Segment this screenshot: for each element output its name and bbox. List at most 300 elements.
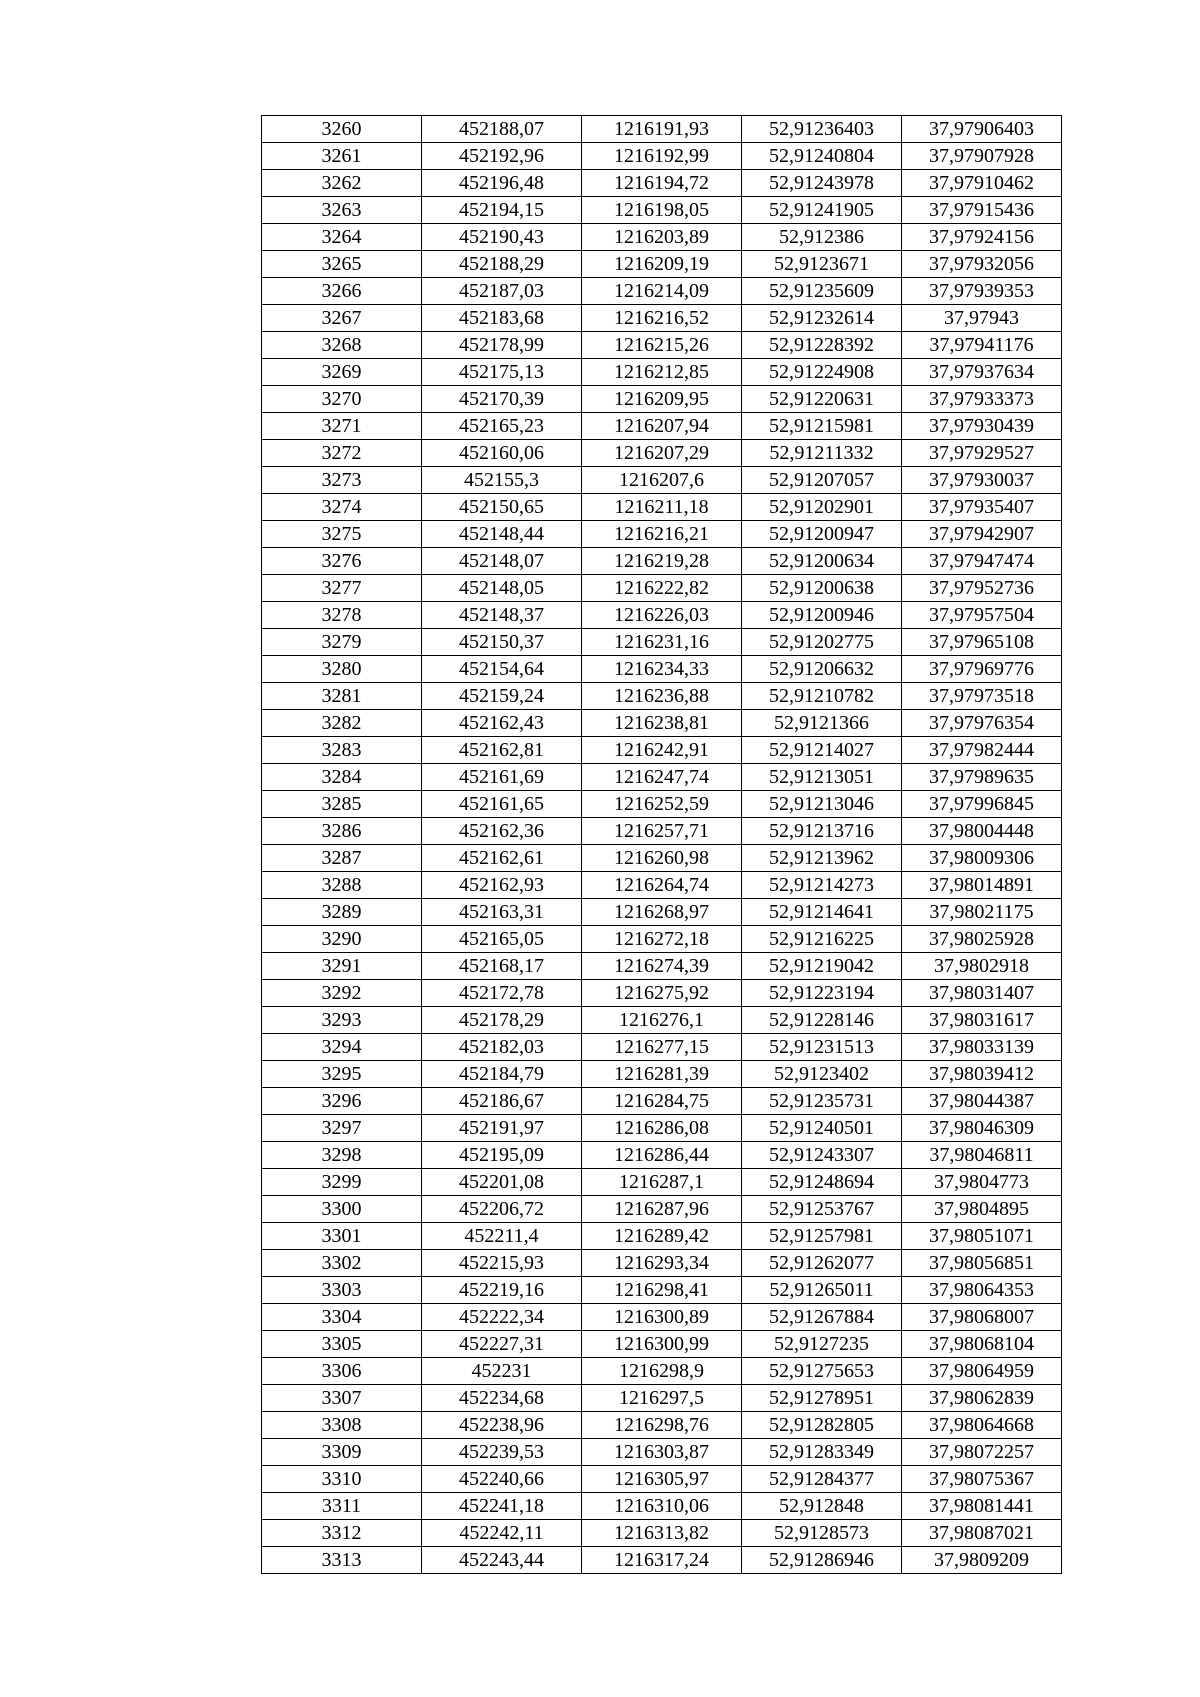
latitude-cell: 52,91253767 — [742, 1196, 902, 1223]
point-number-cell: 3264 — [262, 224, 422, 251]
table-row — [262, 1331, 1062, 1358]
x-coordinate-cell: 452231 — [422, 1358, 582, 1385]
point-number-cell: 3299 — [262, 1169, 422, 1196]
point-number-cell: 3276 — [262, 548, 422, 575]
longitude-cell: 37,98068104 — [902, 1331, 1062, 1358]
point-number-cell: 3275 — [262, 521, 422, 548]
longitude-cell: 37,97906403 — [902, 116, 1062, 143]
table-row — [262, 467, 1062, 494]
latitude-cell: 52,91228392 — [742, 332, 902, 359]
table-row — [262, 1088, 1062, 1115]
y-coordinate-cell: 1216198,05 — [582, 197, 742, 224]
x-coordinate-cell: 452194,15 — [422, 197, 582, 224]
table-row — [262, 926, 1062, 953]
x-coordinate-cell: 452170,39 — [422, 386, 582, 413]
latitude-cell: 52,91200634 — [742, 548, 902, 575]
table-row — [262, 440, 1062, 467]
x-coordinate-cell: 452240,66 — [422, 1466, 582, 1493]
point-number-cell: 3280 — [262, 656, 422, 683]
point-number-cell: 3262 — [262, 170, 422, 197]
table-row — [262, 1142, 1062, 1169]
latitude-cell: 52,91200638 — [742, 575, 902, 602]
latitude-cell: 52,91200947 — [742, 521, 902, 548]
longitude-cell: 37,97941176 — [902, 332, 1062, 359]
point-number-cell: 3312 — [262, 1520, 422, 1547]
x-coordinate-cell: 452165,23 — [422, 413, 582, 440]
x-coordinate-cell: 452201,08 — [422, 1169, 582, 1196]
table-row — [262, 602, 1062, 629]
table-row — [262, 791, 1062, 818]
y-coordinate-cell: 1216275,92 — [582, 980, 742, 1007]
x-coordinate-cell: 452222,34 — [422, 1304, 582, 1331]
point-number-cell: 3277 — [262, 575, 422, 602]
table-row — [262, 764, 1062, 791]
point-number-cell: 3298 — [262, 1142, 422, 1169]
longitude-cell: 37,97989635 — [902, 764, 1062, 791]
latitude-cell: 52,91214273 — [742, 872, 902, 899]
y-coordinate-cell: 1216219,28 — [582, 548, 742, 575]
point-number-cell: 3296 — [262, 1088, 422, 1115]
y-coordinate-cell: 1216287,96 — [582, 1196, 742, 1223]
point-number-cell: 3292 — [262, 980, 422, 1007]
coordinates-table-body — [262, 116, 1062, 1574]
longitude-cell: 37,97915436 — [902, 197, 1062, 224]
longitude-cell: 37,97982444 — [902, 737, 1062, 764]
table-row — [262, 494, 1062, 521]
latitude-cell: 52,9127235 — [742, 1331, 902, 1358]
table-row — [262, 278, 1062, 305]
latitude-cell: 52,91215981 — [742, 413, 902, 440]
latitude-cell: 52,91228146 — [742, 1007, 902, 1034]
x-coordinate-cell: 452219,16 — [422, 1277, 582, 1304]
longitude-cell: 37,98051071 — [902, 1223, 1062, 1250]
longitude-cell: 37,98009306 — [902, 845, 1062, 872]
point-number-cell: 3267 — [262, 305, 422, 332]
latitude-cell: 52,91210782 — [742, 683, 902, 710]
y-coordinate-cell: 1216207,6 — [582, 467, 742, 494]
y-coordinate-cell: 1216207,94 — [582, 413, 742, 440]
point-number-cell: 3278 — [262, 602, 422, 629]
point-number-cell: 3271 — [262, 413, 422, 440]
y-coordinate-cell: 1216236,88 — [582, 683, 742, 710]
point-number-cell: 3260 — [262, 116, 422, 143]
x-coordinate-cell: 452168,17 — [422, 953, 582, 980]
latitude-cell: 52,9123671 — [742, 251, 902, 278]
table-row — [262, 197, 1062, 224]
latitude-cell: 52,91213962 — [742, 845, 902, 872]
longitude-cell: 37,97935407 — [902, 494, 1062, 521]
point-number-cell: 3297 — [262, 1115, 422, 1142]
longitude-cell: 37,97996845 — [902, 791, 1062, 818]
y-coordinate-cell: 1216234,33 — [582, 656, 742, 683]
latitude-cell: 52,91278951 — [742, 1385, 902, 1412]
longitude-cell: 37,98064668 — [902, 1412, 1062, 1439]
latitude-cell: 52,91240804 — [742, 143, 902, 170]
x-coordinate-cell: 452178,29 — [422, 1007, 582, 1034]
longitude-cell: 37,98081441 — [902, 1493, 1062, 1520]
longitude-cell: 37,97939353 — [902, 278, 1062, 305]
latitude-cell: 52,9128573 — [742, 1520, 902, 1547]
x-coordinate-cell: 452162,36 — [422, 818, 582, 845]
x-coordinate-cell: 452162,43 — [422, 710, 582, 737]
table-row — [262, 170, 1062, 197]
latitude-cell: 52,91243307 — [742, 1142, 902, 1169]
table-row — [262, 629, 1062, 656]
latitude-cell: 52,9123402 — [742, 1061, 902, 1088]
point-number-cell: 3310 — [262, 1466, 422, 1493]
point-number-cell: 3279 — [262, 629, 422, 656]
table-row — [262, 1412, 1062, 1439]
point-number-cell: 3309 — [262, 1439, 422, 1466]
table-row — [262, 305, 1062, 332]
y-coordinate-cell: 1216252,59 — [582, 791, 742, 818]
x-coordinate-cell: 452187,03 — [422, 278, 582, 305]
x-coordinate-cell: 452188,07 — [422, 116, 582, 143]
table-row — [262, 1358, 1062, 1385]
longitude-cell: 37,98004448 — [902, 818, 1062, 845]
point-number-cell: 3266 — [262, 278, 422, 305]
longitude-cell: 37,98056851 — [902, 1250, 1062, 1277]
point-number-cell: 3302 — [262, 1250, 422, 1277]
longitude-cell: 37,98031617 — [902, 1007, 1062, 1034]
x-coordinate-cell: 452239,53 — [422, 1439, 582, 1466]
latitude-cell: 52,91219042 — [742, 953, 902, 980]
point-number-cell: 3263 — [262, 197, 422, 224]
latitude-cell: 52,91286946 — [742, 1547, 902, 1574]
longitude-cell: 37,98025928 — [902, 926, 1062, 953]
table-row — [262, 1547, 1062, 1574]
point-number-cell: 3301 — [262, 1223, 422, 1250]
y-coordinate-cell: 1216305,97 — [582, 1466, 742, 1493]
y-coordinate-cell: 1216212,85 — [582, 359, 742, 386]
point-number-cell: 3282 — [262, 710, 422, 737]
x-coordinate-cell: 452161,69 — [422, 764, 582, 791]
y-coordinate-cell: 1216297,5 — [582, 1385, 742, 1412]
x-coordinate-cell: 452191,97 — [422, 1115, 582, 1142]
table-row — [262, 1034, 1062, 1061]
table-row — [262, 548, 1062, 575]
latitude-cell: 52,91200946 — [742, 602, 902, 629]
point-number-cell: 3313 — [262, 1547, 422, 1574]
table-row — [262, 1439, 1062, 1466]
point-number-cell: 3286 — [262, 818, 422, 845]
x-coordinate-cell: 452165,05 — [422, 926, 582, 953]
x-coordinate-cell: 452182,03 — [422, 1034, 582, 1061]
longitude-cell: 37,9804773 — [902, 1169, 1062, 1196]
x-coordinate-cell: 452243,44 — [422, 1547, 582, 1574]
latitude-cell: 52,9121366 — [742, 710, 902, 737]
y-coordinate-cell: 1216203,89 — [582, 224, 742, 251]
x-coordinate-cell: 452190,43 — [422, 224, 582, 251]
table-row — [262, 413, 1062, 440]
table-row — [262, 1196, 1062, 1223]
point-number-cell: 3307 — [262, 1385, 422, 1412]
table-row — [262, 683, 1062, 710]
latitude-cell: 52,91240501 — [742, 1115, 902, 1142]
x-coordinate-cell: 452148,07 — [422, 548, 582, 575]
x-coordinate-cell: 452238,96 — [422, 1412, 582, 1439]
table-row — [262, 224, 1062, 251]
longitude-cell: 37,98068007 — [902, 1304, 1062, 1331]
point-number-cell: 3283 — [262, 737, 422, 764]
x-coordinate-cell: 452178,99 — [422, 332, 582, 359]
longitude-cell: 37,98064959 — [902, 1358, 1062, 1385]
table-row — [262, 116, 1062, 143]
y-coordinate-cell: 1216191,93 — [582, 116, 742, 143]
x-coordinate-cell: 452215,93 — [422, 1250, 582, 1277]
table-row — [262, 953, 1062, 980]
x-coordinate-cell: 452192,96 — [422, 143, 582, 170]
x-coordinate-cell: 452196,48 — [422, 170, 582, 197]
y-coordinate-cell: 1216289,42 — [582, 1223, 742, 1250]
longitude-cell: 37,97937634 — [902, 359, 1062, 386]
x-coordinate-cell: 452242,11 — [422, 1520, 582, 1547]
latitude-cell: 52,91213046 — [742, 791, 902, 818]
latitude-cell: 52,91224908 — [742, 359, 902, 386]
latitude-cell: 52,91257981 — [742, 1223, 902, 1250]
latitude-cell: 52,91262077 — [742, 1250, 902, 1277]
longitude-cell: 37,97910462 — [902, 170, 1062, 197]
longitude-cell: 37,97932056 — [902, 251, 1062, 278]
table-row — [262, 386, 1062, 413]
latitude-cell: 52,91283349 — [742, 1439, 902, 1466]
longitude-cell: 37,98039412 — [902, 1061, 1062, 1088]
point-number-cell: 3295 — [262, 1061, 422, 1088]
y-coordinate-cell: 1216192,99 — [582, 143, 742, 170]
x-coordinate-cell: 452183,68 — [422, 305, 582, 332]
point-number-cell: 3303 — [262, 1277, 422, 1304]
longitude-cell: 37,97976354 — [902, 710, 1062, 737]
point-number-cell: 3300 — [262, 1196, 422, 1223]
longitude-cell: 37,97942907 — [902, 521, 1062, 548]
y-coordinate-cell: 1216298,41 — [582, 1277, 742, 1304]
latitude-cell: 52,91248694 — [742, 1169, 902, 1196]
latitude-cell: 52,91202775 — [742, 629, 902, 656]
longitude-cell: 37,98072257 — [902, 1439, 1062, 1466]
y-coordinate-cell: 1216226,03 — [582, 602, 742, 629]
point-number-cell: 3293 — [262, 1007, 422, 1034]
y-coordinate-cell: 1216242,91 — [582, 737, 742, 764]
x-coordinate-cell: 452211,4 — [422, 1223, 582, 1250]
longitude-cell: 37,9804895 — [902, 1196, 1062, 1223]
y-coordinate-cell: 1216231,16 — [582, 629, 742, 656]
latitude-cell: 52,91282805 — [742, 1412, 902, 1439]
y-coordinate-cell: 1216194,72 — [582, 170, 742, 197]
point-number-cell: 3274 — [262, 494, 422, 521]
x-coordinate-cell: 452188,29 — [422, 251, 582, 278]
x-coordinate-cell: 452184,79 — [422, 1061, 582, 1088]
y-coordinate-cell: 1216260,98 — [582, 845, 742, 872]
latitude-cell: 52,912386 — [742, 224, 902, 251]
point-number-cell: 3273 — [262, 467, 422, 494]
longitude-cell: 37,97907928 — [902, 143, 1062, 170]
y-coordinate-cell: 1216214,09 — [582, 278, 742, 305]
latitude-cell: 52,91275653 — [742, 1358, 902, 1385]
y-coordinate-cell: 1216209,95 — [582, 386, 742, 413]
point-number-cell: 3291 — [262, 953, 422, 980]
latitude-cell: 52,91216225 — [742, 926, 902, 953]
latitude-cell: 52,91223194 — [742, 980, 902, 1007]
table-row — [262, 1520, 1062, 1547]
y-coordinate-cell: 1216286,44 — [582, 1142, 742, 1169]
table-row — [262, 521, 1062, 548]
table-row — [262, 1169, 1062, 1196]
longitude-cell: 37,9802918 — [902, 953, 1062, 980]
x-coordinate-cell: 452175,13 — [422, 359, 582, 386]
longitude-cell: 37,97952736 — [902, 575, 1062, 602]
x-coordinate-cell: 452172,78 — [422, 980, 582, 1007]
longitude-cell: 37,98021175 — [902, 899, 1062, 926]
y-coordinate-cell: 1216238,81 — [582, 710, 742, 737]
longitude-cell: 37,98046811 — [902, 1142, 1062, 1169]
latitude-cell: 52,91241905 — [742, 197, 902, 224]
point-number-cell: 3268 — [262, 332, 422, 359]
longitude-cell: 37,9809209 — [902, 1547, 1062, 1574]
x-coordinate-cell: 452227,31 — [422, 1331, 582, 1358]
table-row — [262, 1385, 1062, 1412]
point-number-cell: 3270 — [262, 386, 422, 413]
point-number-cell: 3265 — [262, 251, 422, 278]
latitude-cell: 52,91284377 — [742, 1466, 902, 1493]
x-coordinate-cell: 452148,44 — [422, 521, 582, 548]
table-row — [262, 1223, 1062, 1250]
longitude-cell: 37,98064353 — [902, 1277, 1062, 1304]
x-coordinate-cell: 452195,09 — [422, 1142, 582, 1169]
latitude-cell: 52,91235609 — [742, 278, 902, 305]
y-coordinate-cell: 1216310,06 — [582, 1493, 742, 1520]
y-coordinate-cell: 1216264,74 — [582, 872, 742, 899]
longitude-cell: 37,97924156 — [902, 224, 1062, 251]
table-row — [262, 143, 1062, 170]
y-coordinate-cell: 1216216,21 — [582, 521, 742, 548]
longitude-cell: 37,98014891 — [902, 872, 1062, 899]
table-row — [262, 1061, 1062, 1088]
point-number-cell: 3284 — [262, 764, 422, 791]
longitude-cell: 37,98044387 — [902, 1088, 1062, 1115]
x-coordinate-cell: 452154,64 — [422, 656, 582, 683]
latitude-cell: 52,91236403 — [742, 116, 902, 143]
point-number-cell: 3285 — [262, 791, 422, 818]
latitude-cell: 52,91202901 — [742, 494, 902, 521]
table-row — [262, 359, 1062, 386]
latitude-cell: 52,91207057 — [742, 467, 902, 494]
y-coordinate-cell: 1216281,39 — [582, 1061, 742, 1088]
x-coordinate-cell: 452161,65 — [422, 791, 582, 818]
latitude-cell: 52,91211332 — [742, 440, 902, 467]
table-row — [262, 1493, 1062, 1520]
table-row — [262, 845, 1062, 872]
y-coordinate-cell: 1216317,24 — [582, 1547, 742, 1574]
table-row — [262, 1304, 1062, 1331]
longitude-cell: 37,98046309 — [902, 1115, 1062, 1142]
table-row — [262, 332, 1062, 359]
latitude-cell: 52,91213716 — [742, 818, 902, 845]
x-coordinate-cell: 452162,61 — [422, 845, 582, 872]
point-number-cell: 3290 — [262, 926, 422, 953]
y-coordinate-cell: 1216303,87 — [582, 1439, 742, 1466]
x-coordinate-cell: 452206,72 — [422, 1196, 582, 1223]
latitude-cell: 52,91214641 — [742, 899, 902, 926]
table-row — [262, 737, 1062, 764]
longitude-cell: 37,97957504 — [902, 602, 1062, 629]
point-number-cell: 3304 — [262, 1304, 422, 1331]
longitude-cell: 37,97929527 — [902, 440, 1062, 467]
latitude-cell: 52,91265011 — [742, 1277, 902, 1304]
y-coordinate-cell: 1216300,99 — [582, 1331, 742, 1358]
table-row — [262, 1007, 1062, 1034]
latitude-cell: 52,91213051 — [742, 764, 902, 791]
x-coordinate-cell: 452162,81 — [422, 737, 582, 764]
x-coordinate-cell: 452148,37 — [422, 602, 582, 629]
latitude-cell: 52,91243978 — [742, 170, 902, 197]
y-coordinate-cell: 1216293,34 — [582, 1250, 742, 1277]
table-row — [262, 818, 1062, 845]
y-coordinate-cell: 1216276,1 — [582, 1007, 742, 1034]
longitude-cell: 37,98031407 — [902, 980, 1062, 1007]
y-coordinate-cell: 1216211,18 — [582, 494, 742, 521]
y-coordinate-cell: 1216247,74 — [582, 764, 742, 791]
longitude-cell: 37,97933373 — [902, 386, 1062, 413]
longitude-cell: 37,97969776 — [902, 656, 1062, 683]
latitude-cell: 52,91231513 — [742, 1034, 902, 1061]
y-coordinate-cell: 1216300,89 — [582, 1304, 742, 1331]
y-coordinate-cell: 1216216,52 — [582, 305, 742, 332]
latitude-cell: 52,91214027 — [742, 737, 902, 764]
x-coordinate-cell: 452150,65 — [422, 494, 582, 521]
longitude-cell: 37,98033139 — [902, 1034, 1062, 1061]
y-coordinate-cell: 1216268,97 — [582, 899, 742, 926]
point-number-cell: 3288 — [262, 872, 422, 899]
table-row — [262, 1466, 1062, 1493]
point-number-cell: 3311 — [262, 1493, 422, 1520]
y-coordinate-cell: 1216272,18 — [582, 926, 742, 953]
latitude-cell: 52,91267884 — [742, 1304, 902, 1331]
longitude-cell: 37,98087021 — [902, 1520, 1062, 1547]
longitude-cell: 37,97947474 — [902, 548, 1062, 575]
y-coordinate-cell: 1216284,75 — [582, 1088, 742, 1115]
y-coordinate-cell: 1216298,76 — [582, 1412, 742, 1439]
table-row — [262, 872, 1062, 899]
table-row — [262, 656, 1062, 683]
point-number-cell: 3261 — [262, 143, 422, 170]
x-coordinate-cell: 452234,68 — [422, 1385, 582, 1412]
latitude-cell: 52,91220631 — [742, 386, 902, 413]
x-coordinate-cell: 452160,06 — [422, 440, 582, 467]
latitude-cell: 52,91235731 — [742, 1088, 902, 1115]
y-coordinate-cell: 1216286,08 — [582, 1115, 742, 1142]
latitude-cell: 52,91206632 — [742, 656, 902, 683]
table-row — [262, 1115, 1062, 1142]
table-row — [262, 980, 1062, 1007]
point-number-cell: 3306 — [262, 1358, 422, 1385]
table-row — [262, 1250, 1062, 1277]
x-coordinate-cell: 452155,3 — [422, 467, 582, 494]
y-coordinate-cell: 1216207,29 — [582, 440, 742, 467]
point-number-cell: 3294 — [262, 1034, 422, 1061]
longitude-cell: 37,98062839 — [902, 1385, 1062, 1412]
point-number-cell: 3287 — [262, 845, 422, 872]
point-number-cell: 3281 — [262, 683, 422, 710]
y-coordinate-cell: 1216277,15 — [582, 1034, 742, 1061]
table-row — [262, 710, 1062, 737]
point-number-cell: 3305 — [262, 1331, 422, 1358]
longitude-cell: 37,97965108 — [902, 629, 1062, 656]
y-coordinate-cell: 1216287,1 — [582, 1169, 742, 1196]
point-number-cell: 3272 — [262, 440, 422, 467]
y-coordinate-cell: 1216222,82 — [582, 575, 742, 602]
longitude-cell: 37,97973518 — [902, 683, 1062, 710]
longitude-cell: 37,98075367 — [902, 1466, 1062, 1493]
